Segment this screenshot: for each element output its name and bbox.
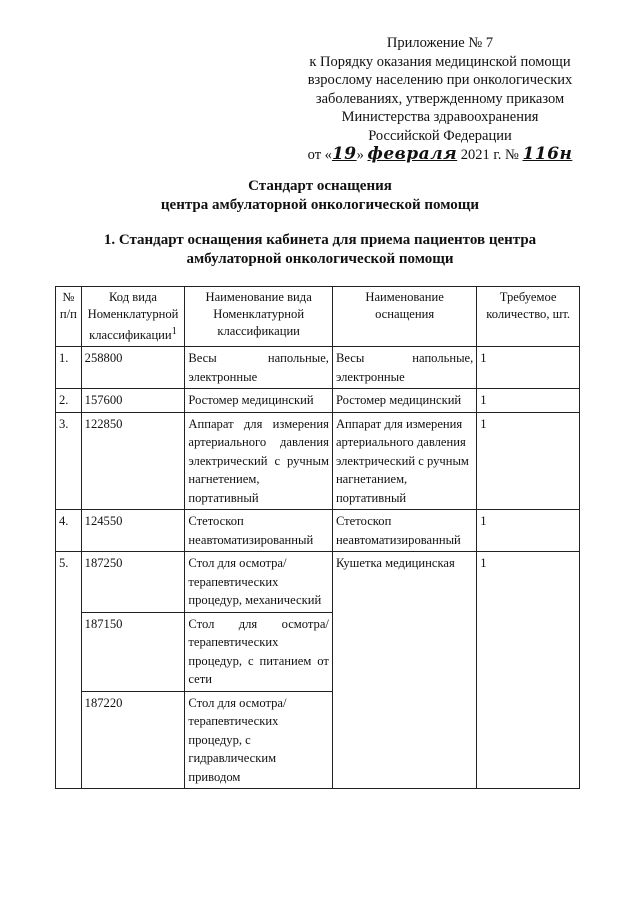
header-line: взрослому населению при онкологических bbox=[307, 72, 573, 88]
table-row bbox=[56, 412, 580, 510]
header-qty: Требуемое количество, шт. bbox=[477, 287, 580, 347]
row-num: 5. bbox=[56, 552, 82, 789]
order-date-line bbox=[290, 145, 590, 165]
row-code: 187220 bbox=[81, 691, 185, 789]
row-code: 157600 bbox=[81, 389, 185, 413]
row-qty: 1 bbox=[477, 347, 580, 389]
row-equipment: Аппарат для измерения артериального давления электрический с ручным нагнетанием, портативный bbox=[332, 412, 476, 510]
title-line: Стандарт оснащения bbox=[248, 178, 392, 194]
date-prefix: от « bbox=[307, 147, 332, 163]
title-line: центра амбулаторной онкологической помощи bbox=[160, 197, 480, 213]
row-equipment: Стетоскоп неавтоматизированный bbox=[332, 510, 476, 552]
row-code: 187250 bbox=[81, 552, 185, 613]
header-equipment: Наименование оснащения bbox=[332, 287, 476, 347]
handwritten-day: 19 bbox=[331, 144, 357, 164]
header-line: заболеваниях, утвержденному приказом bbox=[315, 90, 565, 107]
row-num: 4. bbox=[56, 510, 82, 552]
section-title bbox=[0, 231, 640, 269]
row-equipment: Весы напольные, электронные bbox=[332, 347, 476, 389]
row-num: 3. bbox=[56, 412, 82, 510]
handwritten-month: февраля bbox=[367, 144, 458, 164]
row-code: 187150 bbox=[81, 612, 185, 691]
appendix-header bbox=[290, 34, 590, 165]
row-code: 122850 bbox=[81, 412, 185, 510]
header-line: Приложение № 7 bbox=[386, 35, 494, 51]
row-qty: 1 bbox=[477, 510, 580, 552]
table-row bbox=[56, 552, 580, 613]
header-code bbox=[81, 287, 185, 347]
section-title-line: амбулаторной онкологической помощи bbox=[186, 251, 454, 267]
date-mid: » bbox=[356, 147, 364, 163]
handwritten-order-number: 116н bbox=[522, 144, 573, 164]
row-num: 2. bbox=[56, 389, 82, 413]
header-code-label: Код вида Номенклатурной классификации bbox=[87, 290, 179, 343]
header-line: к Порядку оказания медицинской помощи bbox=[309, 53, 571, 70]
header-line: Министерства здравоохранения bbox=[341, 109, 539, 125]
footnote-mark: 1 bbox=[171, 326, 177, 337]
row-name: Весы напольные, электронные bbox=[185, 347, 333, 389]
equipment-table bbox=[55, 286, 580, 789]
row-name: Ростомер медицинский bbox=[185, 389, 333, 413]
section-title-line: 1. Стандарт оснащения кабинета для приема пациентов центра bbox=[103, 232, 537, 248]
row-qty: 1 bbox=[477, 552, 580, 789]
row-code: 258800 bbox=[81, 347, 185, 389]
table-row bbox=[56, 347, 580, 389]
row-name: Стол для осмотра/терапевтических процедур, с гидравлическим приводом bbox=[185, 691, 333, 789]
row-num: 1. bbox=[56, 347, 82, 389]
row-equipment: Ростомер медицинский bbox=[332, 389, 476, 413]
header-name: Наименование вида Номенклатурной классификации bbox=[185, 287, 333, 347]
row-equipment: Кушетка медицинская bbox=[332, 552, 476, 789]
date-year: 2021 г. № bbox=[460, 147, 519, 163]
row-qty: 1 bbox=[477, 389, 580, 413]
table-row bbox=[56, 389, 580, 413]
table-row bbox=[56, 510, 580, 552]
row-qty: 1 bbox=[477, 412, 580, 510]
table-header-row bbox=[56, 287, 580, 347]
header-line: Российской Федерации bbox=[368, 127, 512, 144]
row-name: Аппарат для измерения артериального давления электрический с ручным нагнетением, портативный bbox=[185, 412, 333, 510]
row-name: Стол для осмотра/терапевтических процедур, механический bbox=[185, 552, 333, 613]
row-name: Стетоскоп неавтоматизированный bbox=[185, 510, 333, 552]
header-num: № п/п bbox=[56, 287, 82, 347]
row-name: Стол для осмотра/терапевтических процедур, с питанием от сети bbox=[185, 612, 333, 691]
row-code: 124550 bbox=[81, 510, 185, 552]
document-title bbox=[0, 177, 640, 215]
